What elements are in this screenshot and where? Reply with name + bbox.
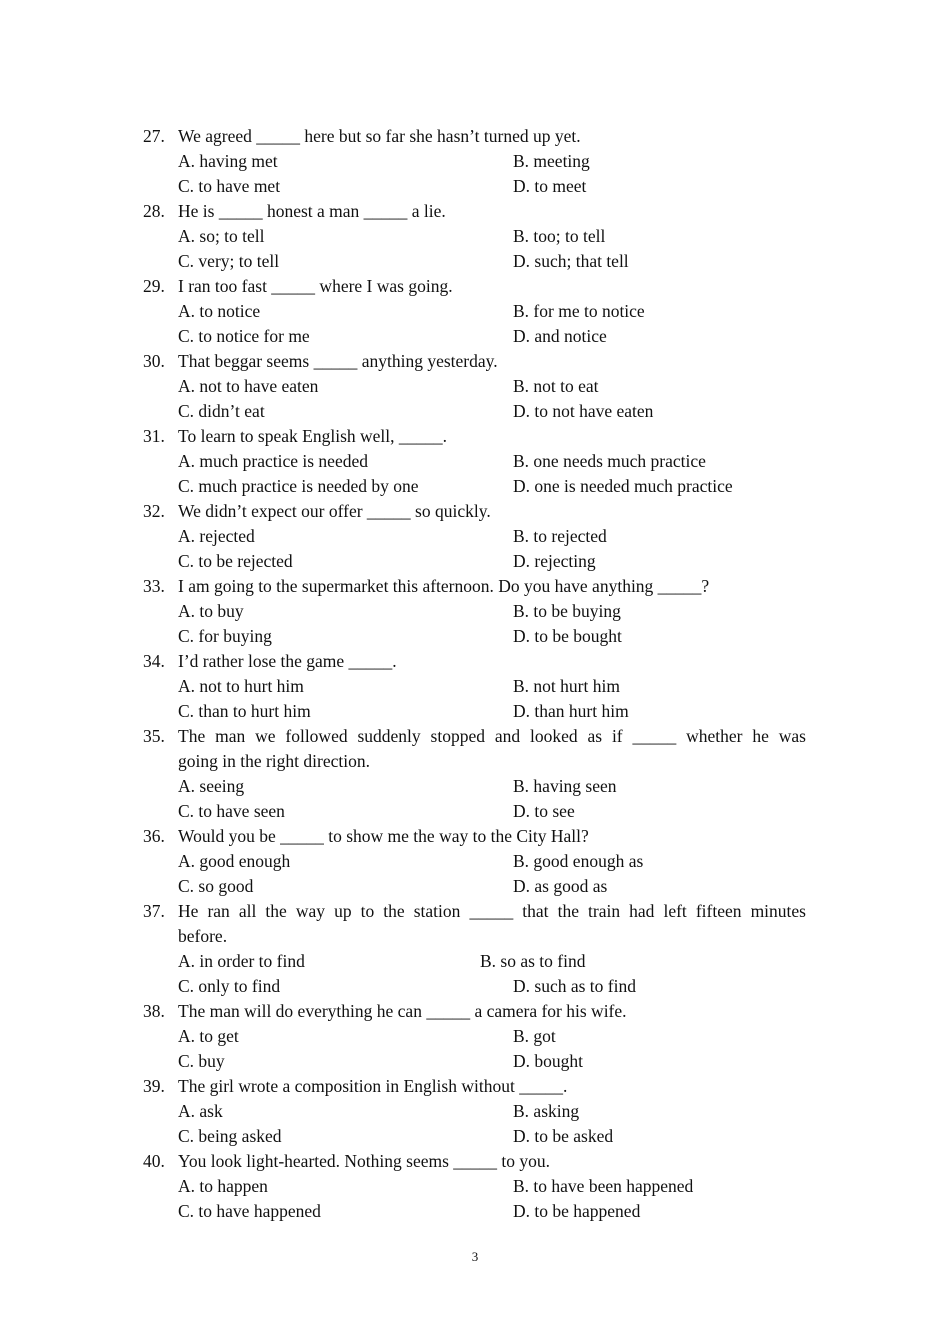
question-number: 27.	[143, 126, 165, 146]
question-number: 38.	[143, 1001, 165, 1021]
option-b: B. to be buying	[513, 601, 621, 621]
option-d: D. rejecting	[513, 551, 596, 571]
option-d: D. one is needed much practice	[513, 476, 733, 496]
question-number: 35.	[143, 726, 165, 746]
question-stem: You look light-hearted. Nothing seems _____ to you.	[178, 1151, 551, 1171]
option-d: D. to be bought	[513, 626, 622, 646]
question-number: 37.	[143, 901, 165, 921]
option-d: D. to see	[513, 801, 575, 821]
option-c: C. much practice is needed by one	[178, 476, 419, 496]
option-a: A. seeing	[178, 776, 245, 796]
option-b: B. asking	[513, 1101, 580, 1121]
question-number: 32.	[143, 501, 165, 521]
option-c: C. to have seen	[178, 801, 285, 821]
question-stem: We didn’t expect our offer _____ so quickly.	[178, 501, 491, 521]
question-stem: We agreed _____ here but so far she hasn’t turned up yet.	[178, 126, 581, 146]
option-c: C. didn’t eat	[178, 401, 265, 421]
option-c: C. only to find	[178, 976, 281, 996]
option-b: B. meeting	[513, 151, 590, 171]
option-c: C. to notice for me	[178, 326, 310, 346]
option-c: C. being asked	[178, 1126, 282, 1146]
question-stem: I’d rather lose the game _____.	[178, 651, 397, 671]
question-stem: He ran all the way up to the station _____ that the train had left fifteen minutes	[178, 901, 806, 921]
option-a: A. to happen	[178, 1176, 268, 1196]
option-d: D. as good as	[513, 876, 608, 896]
page-number: 3	[471, 1249, 479, 1264]
option-b: B. too; to tell	[513, 226, 606, 246]
question-number: 34.	[143, 651, 165, 671]
option-c: C. very; to tell	[178, 251, 280, 271]
option-a: A. rejected	[178, 526, 255, 546]
option-a: A. not to hurt him	[178, 676, 304, 696]
question-stem: That beggar seems _____ anything yesterday.	[178, 351, 498, 371]
question-number: 33.	[143, 576, 165, 596]
question-stem: The girl wrote a composition in English without _____.	[178, 1076, 568, 1096]
option-b: B. to rejected	[513, 526, 607, 546]
question-stem: going in the right direction.	[178, 751, 370, 771]
option-a: A. having met	[178, 151, 278, 171]
option-c: C. to be rejected	[178, 551, 293, 571]
option-c: C. to have met	[178, 176, 281, 196]
option-b: B. not to eat	[513, 376, 599, 396]
question-number: 29.	[143, 276, 165, 296]
question-number: 28.	[143, 201, 165, 221]
option-b: B. to have been happened	[513, 1176, 694, 1196]
question-number: 31.	[143, 426, 165, 446]
option-a: A. to notice	[178, 301, 261, 321]
option-d: D. to be asked	[513, 1126, 614, 1146]
option-a: A. much practice is needed	[178, 451, 368, 471]
option-d: D. such as to find	[513, 976, 636, 996]
question-stem: To learn to speak English well, _____.	[178, 426, 448, 446]
option-c: C. for buying	[178, 626, 272, 646]
option-a: A. good enough	[178, 851, 291, 871]
option-c: C. than to hurt him	[178, 701, 311, 721]
option-c: C. to have happened	[178, 1201, 321, 1221]
option-c: C. so good	[178, 876, 254, 896]
question-number: 39.	[143, 1076, 165, 1096]
option-a: A. so; to tell	[178, 226, 265, 246]
option-d: D. bought	[513, 1051, 583, 1071]
option-b: B. having seen	[513, 776, 617, 796]
option-d: D. such; that tell	[513, 251, 629, 271]
option-a: A. in order to find	[178, 951, 305, 971]
option-b: B. not hurt him	[513, 676, 620, 696]
option-b: B. good enough as	[513, 851, 644, 871]
question-stem: before.	[178, 926, 228, 946]
question-stem: The man we followed suddenly stopped and looked as if _____ whether he was	[178, 726, 806, 746]
option-d: D. to be happened	[513, 1201, 641, 1221]
option-b: B. one needs much practice	[513, 451, 706, 471]
option-a: A. to buy	[178, 601, 244, 621]
question-number: 30.	[143, 351, 165, 371]
option-c: C. buy	[178, 1051, 225, 1071]
option-d: D. to meet	[513, 176, 587, 196]
question-number: 36.	[143, 826, 165, 846]
option-a: A. to get	[178, 1026, 239, 1046]
question-number: 40.	[143, 1151, 165, 1171]
option-b: B. got	[513, 1026, 556, 1046]
option-a: A. ask	[178, 1101, 223, 1121]
question-stem: He is _____ honest a man _____ a lie.	[178, 201, 446, 221]
option-d: D. and notice	[513, 326, 607, 346]
question-stem: Would you be _____ to show me the way to the City Hall?	[178, 826, 589, 846]
question-stem: The man will do everything he can _____ a camera for his wife.	[178, 1001, 627, 1021]
option-a: A. not to have eaten	[178, 376, 319, 396]
option-d: D. than hurt him	[513, 701, 629, 721]
question-stem: I am going to the supermarket this afternoon. Do you have anything _____?	[178, 576, 710, 596]
option-b: B. so as to find	[480, 951, 586, 971]
option-b: B. for me to notice	[513, 301, 645, 321]
option-d: D. to not have eaten	[513, 401, 654, 421]
question-stem: I ran too fast _____ where I was going.	[178, 276, 453, 296]
